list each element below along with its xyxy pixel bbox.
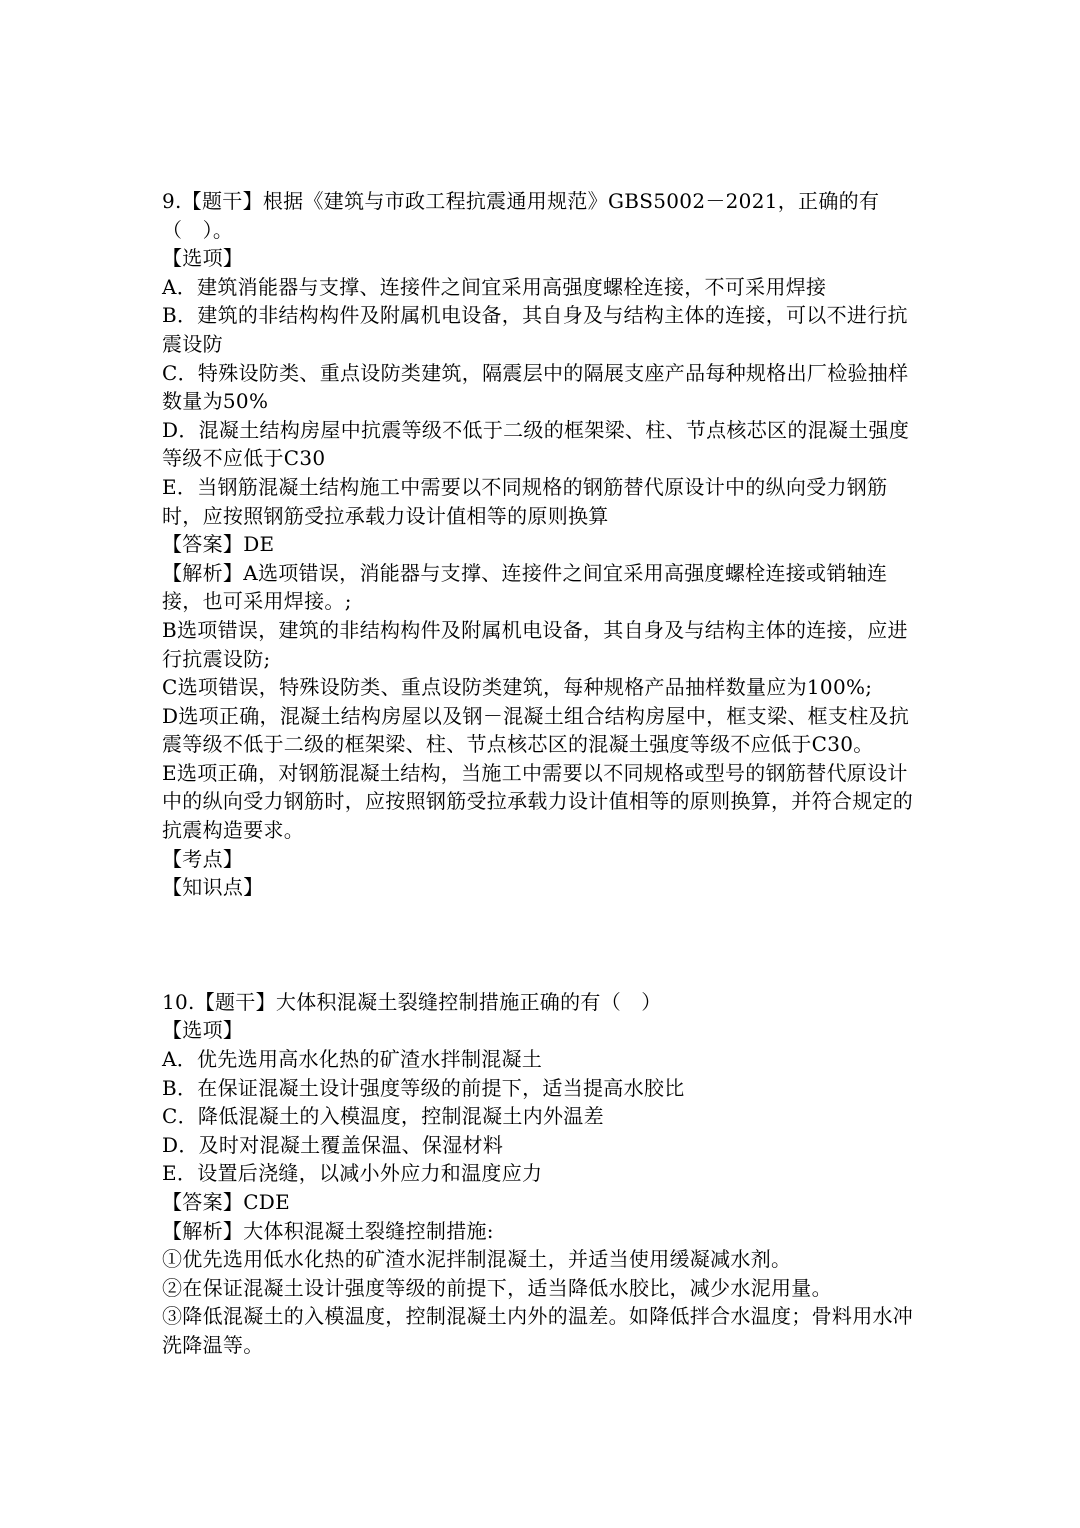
analysis-line: ①优先选用低水化热的矿渣水泥拌制混凝土，并适当使用缓凝减水剂。 <box>162 1247 792 1272</box>
option-e: E．当钢筋混凝土结构施工中需要以不同规格的钢筋替代原设计中的纵向受力钢筋时，应按照钢筋受拉承载力设计值相等的原则换算 <box>162 474 888 528</box>
option-d: D．及时对混凝土覆盖保温、保湿材料 <box>162 1132 504 1157</box>
option-b: B．建筑的非结构构件及附属机电设备，其自身及与结构主体的连接，可以不进行抗震设防 <box>162 303 908 356</box>
analysis-line: B选项错误，建筑的非结构构件及附属机电设备，其自身及与结构主体的连接，应进行抗震设防; <box>162 617 908 671</box>
answer: 【答案】DE <box>162 532 275 557</box>
answer: 【答案】CDE <box>162 1190 291 1214</box>
option-b: B．在保证混凝土设计强度等级的前提下，适当提高水胶比 <box>162 1075 685 1100</box>
analysis-line: ③降低混凝土的入模温度，控制混凝土内外的温差。如降低拌合水温度；骨料用水冲洗降温等。 <box>162 1304 914 1357</box>
option-a: A．建筑消能器与支撑、连接件之间宜采用高强度螺栓连接，不可采用焊接 <box>162 274 827 299</box>
question-stem: 9.【题干】根据《建筑与市政工程抗震通用规范》GBS5002－2021，正确的有（ ）。 <box>162 189 880 242</box>
option-c: C．特殊设防类、重点设防类建筑，隔震层中的隔展支座产品每种规格出厂检验抽样数量为50% <box>162 360 909 414</box>
option-a: A．优先选用高水化热的矿渣水拌制混凝土 <box>162 1047 543 1072</box>
knowledge-point: 【知识点】 <box>162 875 264 900</box>
options-header: 【选项】 <box>162 1018 244 1043</box>
analysis-line: E选项正确，对钢筋混凝土结构，当施工中需要以不同规格或型号的钢筋替代原设计中的纵向受力钢筋时，应按照钢筋受拉承载力设计值相等的原则换算，并符合规定的抗震构造要求。 <box>162 760 914 843</box>
question-stem: 10.【题干】大体积混凝土裂缝控制措施正确的有（ ） <box>162 989 662 1014</box>
analysis-line: 【解析】A选项错误，消能器与支撑、连接件之间宜采用高强度螺栓连接或销轴连接，也可采用焊接。; <box>162 560 888 614</box>
document-page <box>162 187 922 1360</box>
analysis-line: C选项错误，特殊设防类、重点设防类建筑，每种规格产品抽样数量应为100%; <box>162 675 873 700</box>
option-e: E．设置后浇缝，以减小外应力和温度应力 <box>162 1161 543 1186</box>
options-header: 【选项】 <box>162 246 244 271</box>
question-10 <box>162 988 922 1360</box>
exam-point: 【考点】 <box>162 846 244 871</box>
analysis-line: D选项正确，混凝土结构房屋以及钢－混凝土组合结构房屋中，框支梁、框支柱及抗震等级不低于二级的框架梁、柱、节点核芯区的混凝土强度等级不应低于C30。 <box>162 703 910 757</box>
option-d: D．混凝土结构房屋中抗震等级不低于二级的框架梁、柱、节点核芯区的混凝土强度等级不应低于C30 <box>162 417 910 471</box>
question-9 <box>162 187 922 902</box>
analysis-line: ②在保证混凝土设计强度等级的前提下，适当降低水胶比，减少水泥用量。 <box>162 1275 832 1300</box>
analysis-line: 【解析】大体积混凝土裂缝控制措施: <box>162 1218 494 1243</box>
option-c: C．降低混凝土的入模温度，控制混凝土内外温差 <box>162 1104 604 1129</box>
